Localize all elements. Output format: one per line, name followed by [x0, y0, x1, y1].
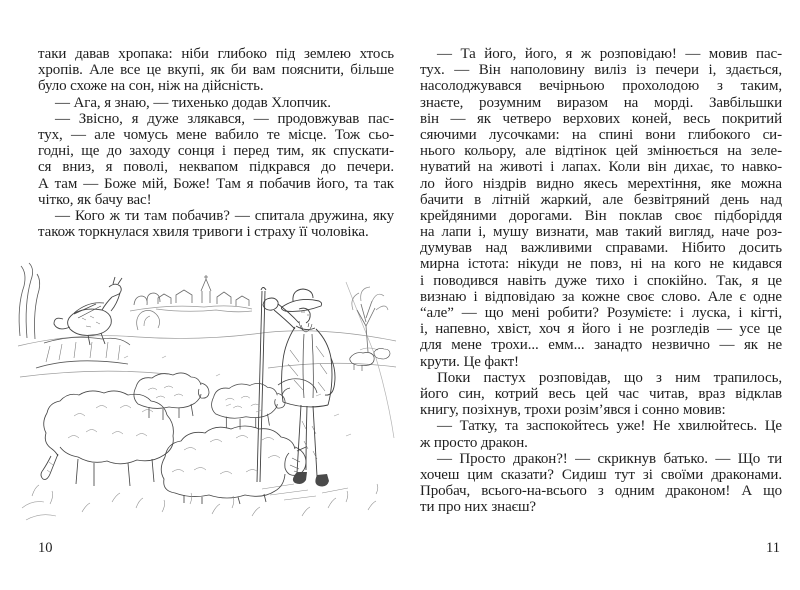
text-line: таки давав хропака: ніби глибоко під землею хтось: [38, 46, 394, 62]
text-line: і, напевно, хвіст, хоч я його і не розгледів — усе це: [420, 321, 782, 338]
text-line: А там — Боже мій, Боже! Там я побачив його, та так: [38, 175, 394, 192]
text-line: було схоже на сон, ніж на дійсність.: [38, 78, 264, 95]
text-line: ло його ніздрів видно якесь мерехтіння, яке можна: [420, 175, 782, 192]
hills-lines: [18, 282, 396, 438]
text-line: мирна істота: нікуди не повз, ні на кого не кидався: [420, 256, 782, 273]
text-line: чітко, як бачу вас!: [38, 191, 152, 208]
text-line: для мене трохи... емм... занадто незвично — як не: [420, 337, 782, 354]
text-line: тух, — але чомусь мене вабило те місце. Тож сьо-: [38, 126, 394, 143]
shepherd-figure: [257, 288, 348, 501]
rocks: [19, 263, 160, 368]
text-line: і поводився навіть дуже тихо і спокійно. Так, я це: [420, 272, 782, 289]
text-line: визнаю і відповідаю за кожне своє слово. Але є одне: [420, 288, 782, 305]
page-number-left: 10: [38, 540, 53, 556]
text-line: нього кольору, але відтінок цей змінюється на зеле-: [420, 143, 782, 160]
sheep-foreground-center: [161, 426, 306, 504]
shepherd-flock-illustration: [16, 246, 398, 538]
right-page-text: [420, 46, 782, 515]
text-line: — Звісно, я дуже злякався, — продовжував пас-: [55, 110, 394, 127]
text-line: ти про них знаєш?: [420, 499, 536, 516]
text-line: Поки пастух розповідав, що з ним трапилось,: [437, 369, 782, 386]
page-number-right: 11: [766, 540, 780, 556]
text-line: його син, котрий весь цей час читав, враз відклав: [420, 385, 782, 402]
text-line: сяючими лусочками: на спині вони глибокого си-: [420, 126, 782, 143]
text-line: нуватий на животі і лапах. Коли він дихає, то навко-: [420, 159, 782, 176]
grass-strokes: [22, 356, 378, 520]
dragon-figure: [54, 277, 122, 345]
text-line: тух. — Він наполовину виліз із печери і, здається,: [420, 62, 782, 79]
sheep-foreground-left: [41, 391, 173, 486]
text-line: думував над важливими справами. Нібито досить: [420, 240, 782, 257]
text-line: книгу, позіхнув, трохи розім’явся і сонно мовив:: [420, 402, 726, 419]
text-line: насолоджувався вечірньою прохолодою з таким,: [420, 78, 782, 95]
text-line: знаєте, розумним виразом на морді. Завбільшки: [420, 94, 782, 111]
text-line: — Та його, його, я ж розповідаю! — мовив пас-: [437, 46, 782, 62]
text-line: крути. Це факт!: [420, 353, 519, 370]
text-line: “але” — що мені робити? Розумієте: і луска, і кігті,: [420, 305, 782, 321]
text-line: ся вниз, я поволі, неквапом підкрався до печери.: [38, 159, 394, 176]
text-line: крейдяними дорогами. Він поклав своє підборіддя: [420, 207, 782, 224]
text-line: бачити в літній жаркий, але безвітряний день над: [420, 191, 782, 208]
text-line: на лапи і, мушу визнати, мав такий вигляд, наче роз-: [420, 224, 782, 241]
text-line: — Кого ж ти там побачив? — спитала дружина, яку: [55, 207, 394, 224]
left-page-text: [38, 46, 394, 240]
text-line: він — як четверо верхових коней, весь покритий: [420, 110, 782, 127]
text-line: хропів. Але все це вкупі, як би вам пояснити, більше: [38, 62, 394, 79]
text-line: ж просто дракон.: [420, 434, 528, 451]
text-line: — Татку, та заспокойтесь уже! Не хвилюйтесь. Це: [437, 418, 782, 435]
text-line: годні, ще до заходу сонця і перед тим, як спускати-: [38, 143, 394, 160]
text-line: — Ага, я знаю, — тихенько додав Хлопчик.: [55, 94, 331, 111]
text-line: хочеш цим сказати? Сидиш тут зі своїми драконами.: [420, 466, 782, 483]
text-line: — Просто дракон?! — скрикнув батько. — Що ти: [437, 450, 782, 467]
text-line: Пробач, всього-на-всього з одним драконом! А що: [420, 483, 782, 500]
text-line: також торкнулася хвиля тривоги і страху її чоловіка.: [38, 224, 369, 241]
